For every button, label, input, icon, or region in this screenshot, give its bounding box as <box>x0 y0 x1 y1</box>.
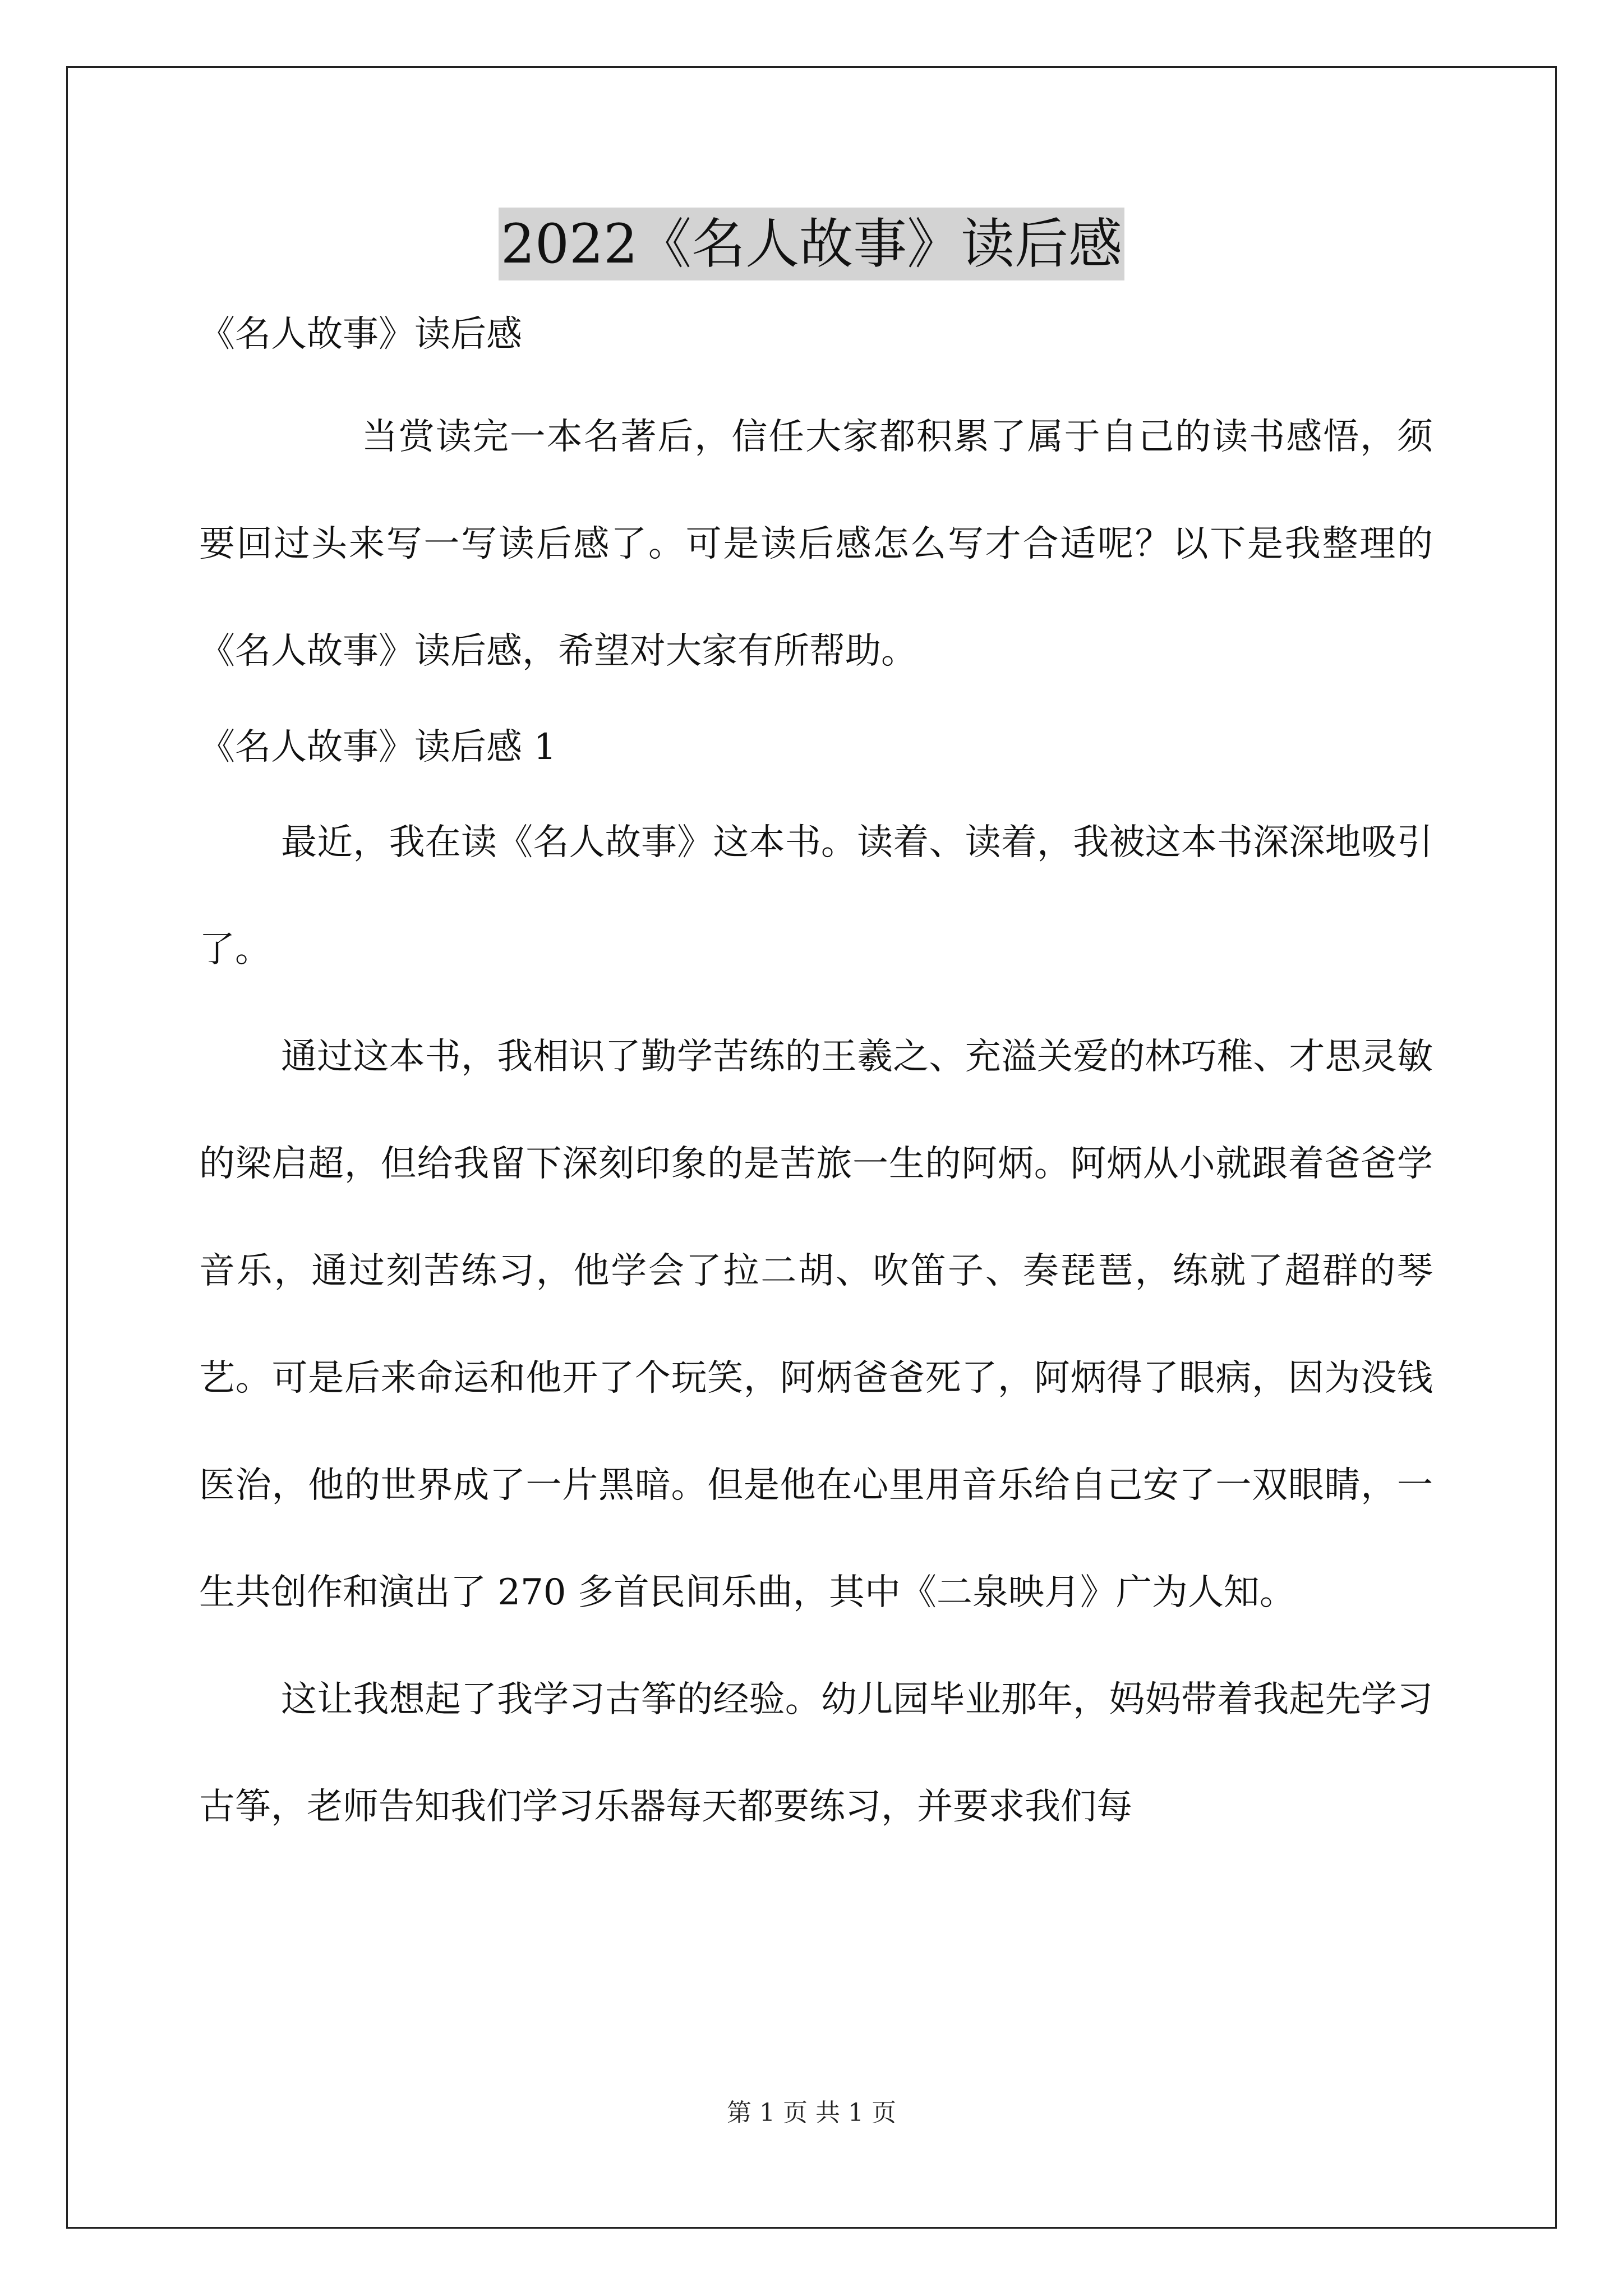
body-paragraph: 最近，我在读《名人故事》这本书。读着、读着，我被这本书深深地吸引了。 <box>199 822 1433 970</box>
intro-heading: 《名人故事》读后感 <box>199 314 522 355</box>
document-body <box>199 307 1433 1861</box>
document-title-text: 2022《名人故事》读后感 <box>499 208 1124 280</box>
document-title <box>0 208 1623 280</box>
body-paragraph: 这让我想起了我学习古筝的经验。幼儿园毕业那年，妈妈带着我起先学习古筝，老师告知我们学习乐器每天都要练习，并要求我们每 <box>199 1679 1433 1828</box>
page-number-footer: 第 1 页 共 1 页 <box>727 2099 896 2127</box>
body-paragraph: 通过这本书，我相识了勤学苦练的王羲之、充溢关爱的林巧稚、才思灵敏的梁启超，但给我留下深刻印象的是苦旅一生的阿炳。阿炳从小就跟着爸爸学音乐，通过刻苦练习，他学会了拉二胡、吹笛子、奏琵琶，练就了超群的琴艺。可是后来命运和他开了个玩笑，阿炳爸爸死了，阿炳得了眼病，因为没钱医治，他的世界成了一片黑暗。但是他在心里用音乐给自己安了一双眼睛，一生共创作和演出了 270 多首民间乐曲，其中《二泉映月》广为人知。 <box>199 1036 1433 1613</box>
section-heading: 《名人故事》读后感 1 <box>199 726 557 768</box>
intro-paragraph: 当赏读完一本名著后，信任大家都积累了属于自己的读书感悟，须要回过头来写一写读后感了。可是读后感怎么写才合适呢？以下是我整理的《名人故事》读后感，希望对大家有所帮助。 <box>199 416 1433 672</box>
